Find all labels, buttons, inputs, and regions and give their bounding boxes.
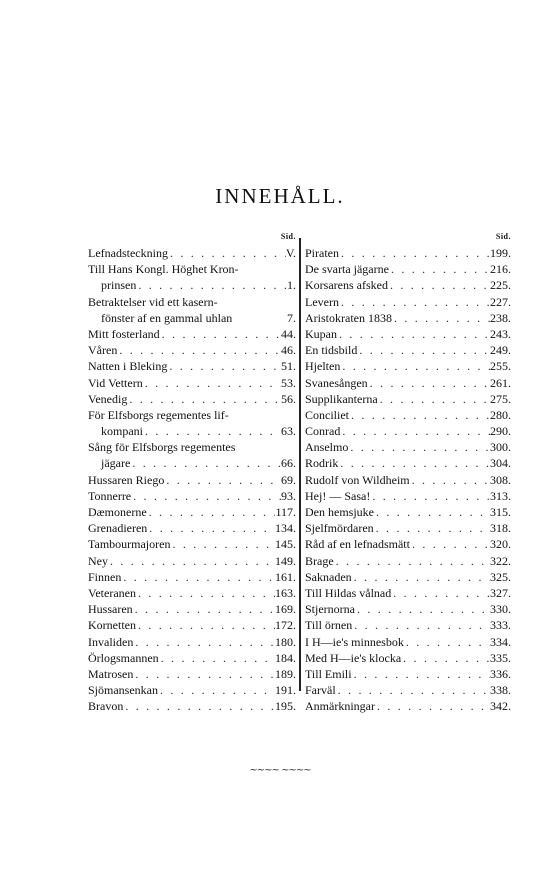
toc-entry	[305, 277, 511, 293]
toc-entry	[305, 358, 511, 374]
dot-leader	[160, 326, 281, 342]
toc-entry	[88, 277, 296, 293]
toc-entry-page: 56.	[281, 391, 296, 406]
dot-leader	[336, 682, 490, 698]
toc-entry	[305, 650, 511, 666]
page-column-label-right: Sid.	[495, 232, 511, 241]
toc-entry-page: 255.	[490, 359, 511, 374]
toc-entry-page: 275.	[490, 391, 511, 406]
toc-entry	[305, 294, 511, 310]
toc-entry-title: kompani	[101, 424, 143, 439]
toc-entry-page: 325.	[490, 569, 511, 584]
toc-entry	[88, 261, 296, 277]
dot-leader	[127, 391, 281, 407]
toc-entry	[305, 472, 511, 488]
toc-entry	[88, 488, 296, 504]
toc-entry-title: fönster af en gammal uhlan	[101, 310, 233, 325]
toc-entry	[305, 391, 511, 407]
dot-leader	[108, 553, 275, 569]
toc-entry	[305, 617, 511, 633]
toc-entry-title: Conciliet	[305, 407, 349, 422]
toc-entry-page: 322.	[490, 553, 511, 568]
toc-entry-title: De svarta jägarne	[305, 262, 389, 277]
toc-entry	[305, 261, 511, 277]
toc-entry-title: Dæmonerne	[88, 505, 147, 519]
toc-entry-title: Levern	[305, 294, 339, 309]
dot-leader	[133, 666, 275, 682]
dot-leader	[143, 423, 281, 439]
toc-entry-title: Hjelten	[305, 359, 341, 374]
toc-entry-page: 172.	[275, 618, 296, 633]
toc-entry-page: 93.	[281, 488, 296, 503]
dot-leader	[136, 585, 275, 601]
toc-entry	[305, 326, 511, 342]
dot-leader	[339, 245, 490, 261]
toc-entry	[88, 423, 296, 439]
toc-entry-page: 304.	[490, 456, 511, 471]
toc-entry	[305, 698, 511, 714]
toc-entry-title: prinsen	[101, 278, 137, 293]
column-divider	[299, 238, 301, 691]
toc-entry-page: 191.	[275, 683, 296, 698]
toc-entry-page: 189.	[275, 666, 296, 681]
dot-leader	[117, 342, 281, 358]
toc-entry-title: Den hemsjuke	[305, 505, 374, 519]
toc-entry-title: Till Hildas vålnad	[305, 585, 392, 600]
toc-entry-title: Örlogsmannen	[88, 650, 159, 665]
toc-entry	[88, 520, 296, 536]
toc-entry-page: 225.	[490, 278, 511, 293]
toc-entry-title: Tonnerre	[88, 488, 132, 503]
toc-entry-page: 243.	[490, 326, 511, 341]
toc-entry-title: Med H—ie's klocka	[305, 650, 402, 665]
toc-entry-title: Kupan	[305, 326, 337, 341]
dot-leader	[392, 310, 490, 326]
toc-entry-page: 318.	[490, 521, 511, 536]
toc-entry-title: Hussaren	[88, 602, 133, 617]
toc-entry	[88, 245, 296, 261]
toc-entry	[88, 585, 296, 601]
page-title: INNEHÅLL.	[215, 184, 345, 208]
toc-entry	[88, 617, 296, 633]
dot-leader	[143, 375, 281, 391]
toc-entry	[88, 326, 296, 342]
toc-entry-page: 249.	[490, 343, 511, 358]
toc-entry	[305, 682, 511, 698]
dot-leader	[168, 245, 286, 261]
toc-entry	[88, 650, 296, 666]
toc-entry	[305, 666, 511, 682]
toc-entry	[305, 439, 511, 455]
dot-leader	[368, 375, 490, 391]
toc-entry-page: 338.	[490, 683, 511, 698]
toc-entry-title: Rodrik	[305, 456, 339, 471]
toc-entry	[88, 294, 296, 310]
toc-entry	[305, 488, 511, 504]
toc-entry	[88, 682, 296, 698]
toc-list-right	[305, 245, 511, 714]
toc-entry	[88, 601, 296, 617]
toc-entry-title: Sjömansenkan	[88, 683, 158, 698]
dot-leader	[159, 650, 275, 666]
toc-entry-title: Grenadieren	[88, 521, 148, 536]
toc-entry-title: För Elfsborgs regementes lif-	[88, 407, 229, 422]
dot-leader	[136, 617, 275, 633]
dot-leader	[374, 520, 490, 536]
dot-leader	[147, 504, 276, 520]
toc-entry-page: 161.	[275, 569, 296, 584]
toc-entry-title: Finnen	[88, 569, 122, 584]
dot-leader	[352, 617, 490, 633]
toc-entry-title: Farväl	[305, 683, 336, 698]
toc-list-left	[88, 245, 296, 714]
dot-leader	[337, 326, 490, 342]
toc-entry-page: 280.	[490, 407, 511, 422]
toc-entry	[305, 375, 511, 391]
toc-entry-page: 330.	[490, 602, 511, 617]
toc-entry-title: Matrosen	[88, 666, 134, 681]
dot-leader	[123, 698, 275, 714]
toc-entry-page: 290.	[490, 424, 511, 439]
dot-leader	[352, 569, 490, 585]
toc-entry-page: 195.	[275, 699, 296, 714]
toc-entry	[88, 342, 296, 358]
dot-leader	[164, 472, 281, 488]
toc-entry-title: Svanesången	[305, 375, 368, 390]
toc-entry-title: Vid Vettern	[88, 375, 143, 390]
toc-entry-page: 184.	[275, 650, 296, 665]
toc-entry-title: Invaliden	[88, 634, 134, 649]
toc-entry	[305, 310, 511, 326]
dot-leader	[170, 536, 275, 552]
toc-entry-page: 63.	[281, 424, 296, 439]
toc-entry-page: 313.	[490, 488, 511, 503]
toc-entry-page: 1.	[287, 278, 296, 293]
toc-entry	[305, 634, 511, 650]
toc-entry-page: 44.	[281, 326, 296, 341]
toc-entry-page: 180.	[275, 634, 296, 649]
toc-entry	[88, 407, 296, 423]
dot-leader	[374, 504, 490, 520]
toc-entry-title: I H—ie's minnesbok	[305, 634, 404, 649]
toc-entry	[88, 358, 296, 374]
toc-entry-title: Anselmo	[305, 440, 349, 455]
toc-entry-title: En tidsbild	[305, 343, 358, 358]
toc-entry-page: 216.	[490, 262, 511, 277]
dot-leader	[334, 553, 490, 569]
toc-entry-page: 69.	[281, 472, 296, 487]
page-column-label-left: Sid.	[280, 232, 296, 241]
toc-entry-page: 51.	[281, 359, 296, 374]
toc-entry	[305, 245, 511, 261]
toc-entry-page: 169.	[275, 602, 296, 617]
toc-entry-title: Bravon	[88, 699, 124, 714]
toc-entry-title: Hej! — Sasa!	[305, 488, 371, 503]
toc-entry-page: 66.	[281, 456, 296, 471]
dot-leader	[136, 277, 287, 293]
toc-entry-title: Råd af en lefnadsmätt	[305, 537, 410, 552]
toc-entry-title: Mitt fosterland	[88, 326, 160, 341]
toc-entry	[88, 455, 296, 471]
toc-entry-title: Aristokraten 1838	[305, 310, 392, 325]
dot-leader	[339, 294, 490, 310]
toc-entry-page: V.	[285, 246, 296, 260]
toc-entry	[305, 585, 511, 601]
toc-entry-page: 327.	[490, 585, 511, 600]
toc-entry	[88, 536, 296, 552]
toc-entry-title: Hussaren Riego	[88, 472, 165, 487]
toc-entry-page: 117.	[275, 505, 296, 519]
toc-entry	[305, 601, 511, 617]
toc-entry-page: 333.	[490, 618, 511, 633]
toc-left-column	[88, 232, 296, 714]
dot-leader	[167, 358, 281, 374]
toc-entry	[88, 375, 296, 391]
toc-entry	[305, 504, 511, 520]
toc-entry-title: Saknaden	[305, 569, 352, 584]
dot-leader	[404, 634, 490, 650]
toc-entry-title: Tambourmajoren	[88, 537, 171, 552]
toc-entry	[305, 407, 511, 423]
toc-entry-title: Supplikanterna	[305, 391, 378, 406]
toc-entry-title: Veteranen	[88, 585, 136, 600]
end-ornament: ~~~~ ~~~~	[249, 765, 311, 776]
toc-entry	[88, 569, 296, 585]
toc-entry	[88, 553, 296, 569]
toc-entry-title: Kornetten	[88, 618, 136, 633]
dot-leader	[352, 666, 490, 682]
toc-entry-page: 163.	[275, 585, 296, 600]
toc-entry-title: Venedig	[88, 391, 128, 406]
toc-entry-page: 308.	[490, 472, 511, 487]
toc-entry	[305, 569, 511, 585]
dot-leader	[370, 488, 490, 504]
toc-entry-page: 342.	[490, 699, 511, 714]
toc-entry	[88, 698, 296, 714]
toc-entry-page: 334.	[490, 634, 511, 649]
dot-leader	[158, 682, 275, 698]
toc-entry-page: 149.	[275, 553, 296, 568]
toc-entry-title: Piraten	[305, 246, 339, 260]
dot-leader	[130, 455, 281, 471]
toc-entry	[88, 472, 296, 488]
toc-right-column	[305, 232, 511, 714]
toc-entry-title: Stjernorna	[305, 602, 355, 617]
dot-leader	[348, 439, 490, 455]
toc-entry-title: jägare	[101, 456, 131, 471]
toc-entry	[88, 634, 296, 650]
toc-entry-page: 336.	[490, 666, 511, 681]
toc-entry-page: 238.	[490, 310, 511, 325]
dot-leader	[340, 423, 490, 439]
toc-entry-page: 134.	[275, 521, 296, 536]
dot-leader	[410, 536, 490, 552]
toc-entry	[88, 391, 296, 407]
dot-leader	[133, 634, 275, 650]
dot-leader	[401, 650, 490, 666]
toc-entry-page: 199.	[490, 246, 511, 260]
dot-leader	[357, 342, 490, 358]
toc-entry-title: Till Emili	[305, 666, 352, 681]
dot-leader	[349, 407, 490, 423]
toc-entry-title: Rudolf von Wildheim	[305, 472, 410, 487]
toc-entry-title: Sång för Elfsborgs regementes	[88, 440, 236, 455]
dot-leader	[131, 488, 281, 504]
toc-entry	[305, 536, 511, 552]
toc-entry	[88, 666, 296, 682]
toc-entry-title: Till Hans Kongl. Höghet Kron-	[88, 262, 239, 277]
toc-entry-page: 7.	[287, 310, 296, 325]
toc-entry	[88, 439, 296, 455]
toc-entry-title: Brage	[305, 553, 334, 568]
dot-leader	[375, 698, 490, 714]
toc-entry	[305, 342, 511, 358]
dot-leader	[133, 601, 275, 617]
dot-leader	[355, 601, 490, 617]
toc-entry-page: 227.	[490, 294, 511, 309]
toc-entry-page: 300.	[490, 440, 511, 455]
toc-entry	[305, 553, 511, 569]
dot-leader	[147, 520, 275, 536]
toc-entry-title: Sjelfmördaren	[305, 521, 374, 536]
toc-entry-title: Anmärkningar	[305, 699, 375, 714]
toc-entry-title: Betraktelser vid ett kasern-	[88, 294, 218, 309]
toc-entry-page: 145.	[275, 537, 296, 552]
toc-entry-page: 53.	[281, 375, 296, 390]
toc-entry	[88, 504, 296, 520]
toc-entry	[88, 310, 296, 326]
toc-entry-title: Korsarens afsked	[305, 278, 388, 293]
toc-entry-title: Våren	[88, 343, 118, 358]
dot-leader	[391, 585, 490, 601]
dot-leader	[338, 455, 490, 471]
toc-entry-title: Natten i Bleking	[88, 359, 168, 374]
toc-entry-page: 335.	[490, 650, 511, 665]
dot-leader	[388, 277, 490, 293]
toc-entry-title: Ney	[88, 553, 108, 568]
toc-entry	[305, 520, 511, 536]
dot-leader	[121, 569, 275, 585]
toc-entry-title: Till örnen	[305, 618, 353, 633]
toc-entry-page: 261.	[490, 375, 511, 390]
dot-leader	[378, 391, 490, 407]
dot-leader	[410, 472, 490, 488]
dot-leader	[389, 261, 490, 277]
toc-entry-title: Lefnadsteckning	[88, 246, 168, 260]
toc-entry	[305, 455, 511, 471]
toc-entry	[305, 423, 511, 439]
dot-leader	[340, 358, 490, 374]
toc-entry-page: 320.	[490, 537, 511, 552]
toc-entry-page: 315.	[490, 505, 511, 519]
toc-entry-page: 46.	[281, 343, 296, 358]
toc-entry-title: Conrad	[305, 424, 341, 439]
